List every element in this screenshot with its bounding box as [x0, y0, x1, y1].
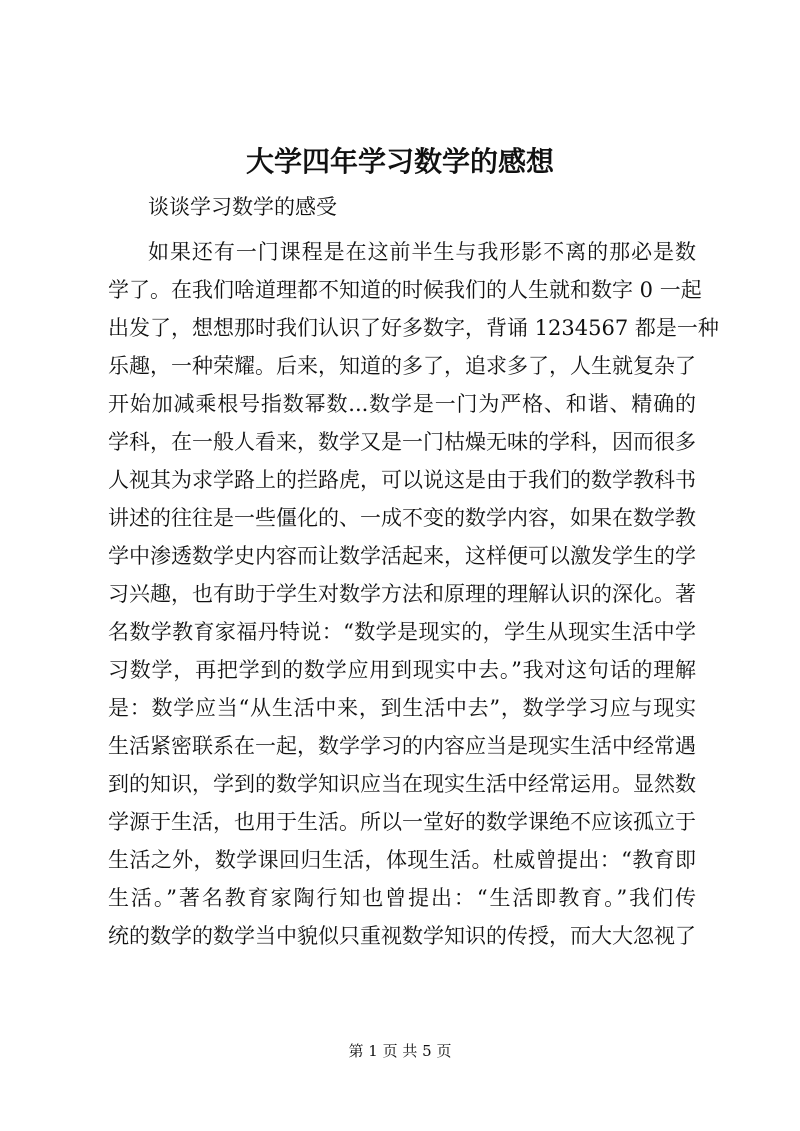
- body-line: 乐趣，一种荣耀。后来，知道的多了，追求多了，人生就复杂了: [108, 354, 696, 378]
- body-line: 如果还有一门课程是在这前半生与我形影不离的那必是数: [148, 240, 696, 264]
- body-line: 生活。”著名教育家陶行知也曾提出：“生活即教育。”我们传: [108, 886, 696, 910]
- body-line: 是：数学应当“从生活中来，到生活中去”，数学学习应与现实: [108, 696, 696, 720]
- body-line: 开始加减乘根号指数幂数...数学是一门为严格、和谐、精确的: [108, 392, 696, 416]
- document-subtitle: 谈谈学习数学的感受: [148, 195, 337, 219]
- body-line: 出发了，想想那时我们认识了好多数字，背诵 1234567 都是一种: [108, 316, 719, 340]
- body-line: 习兴趣，也有助于学生对数学方法和原理的理解认识的深化。著: [108, 582, 696, 606]
- body-line: 名数学教育家福丹特说：“数学是现实的，学生从现实生活中学: [108, 620, 696, 644]
- body-line: 学源于生活，也用于生活。所以一堂好的数学课绝不应该孤立于: [108, 810, 696, 834]
- body-line: 生活紧密联系在一起，数学学习的内容应当是现实生活中经常遇: [108, 734, 696, 758]
- body-line: 到的知识，学到的数学知识应当在现实生活中经常运用。显然数: [108, 772, 696, 796]
- body-line: 学了。在我们啥道理都不知道的时候我们的人生就和数字 0 一起: [108, 278, 702, 302]
- body-line: 统的数学的数学当中貌似只重视数学知识的传授，而大大忽视了: [108, 924, 696, 948]
- body-line: 人视其为求学路上的拦路虎，可以说这是由于我们的数学教科书: [108, 468, 696, 492]
- body-line: 学中渗透数学史内容而让数学活起来，这样便可以激发学生的学: [108, 544, 696, 568]
- body-line: 讲述的往往是一些僵化的、一成不变的数学内容，如果在数学教: [108, 506, 696, 530]
- body-line: 生活之外，数学课回归生活，体现生活。杜威曾提出：“教育即: [108, 848, 696, 872]
- body-paragraph: [108, 233, 719, 955]
- body-line: 学科，在一般人看来，数学又是一门枯燥无味的学科，因而很多: [108, 430, 696, 454]
- body-line: 习数学，再把学到的数学应用到现实中去。”我对这句话的理解: [108, 658, 696, 682]
- document-title: 大学四年学习数学的感想: [245, 145, 554, 178]
- page-number-footer: 第 1 页 共 5 页: [348, 1042, 452, 1060]
